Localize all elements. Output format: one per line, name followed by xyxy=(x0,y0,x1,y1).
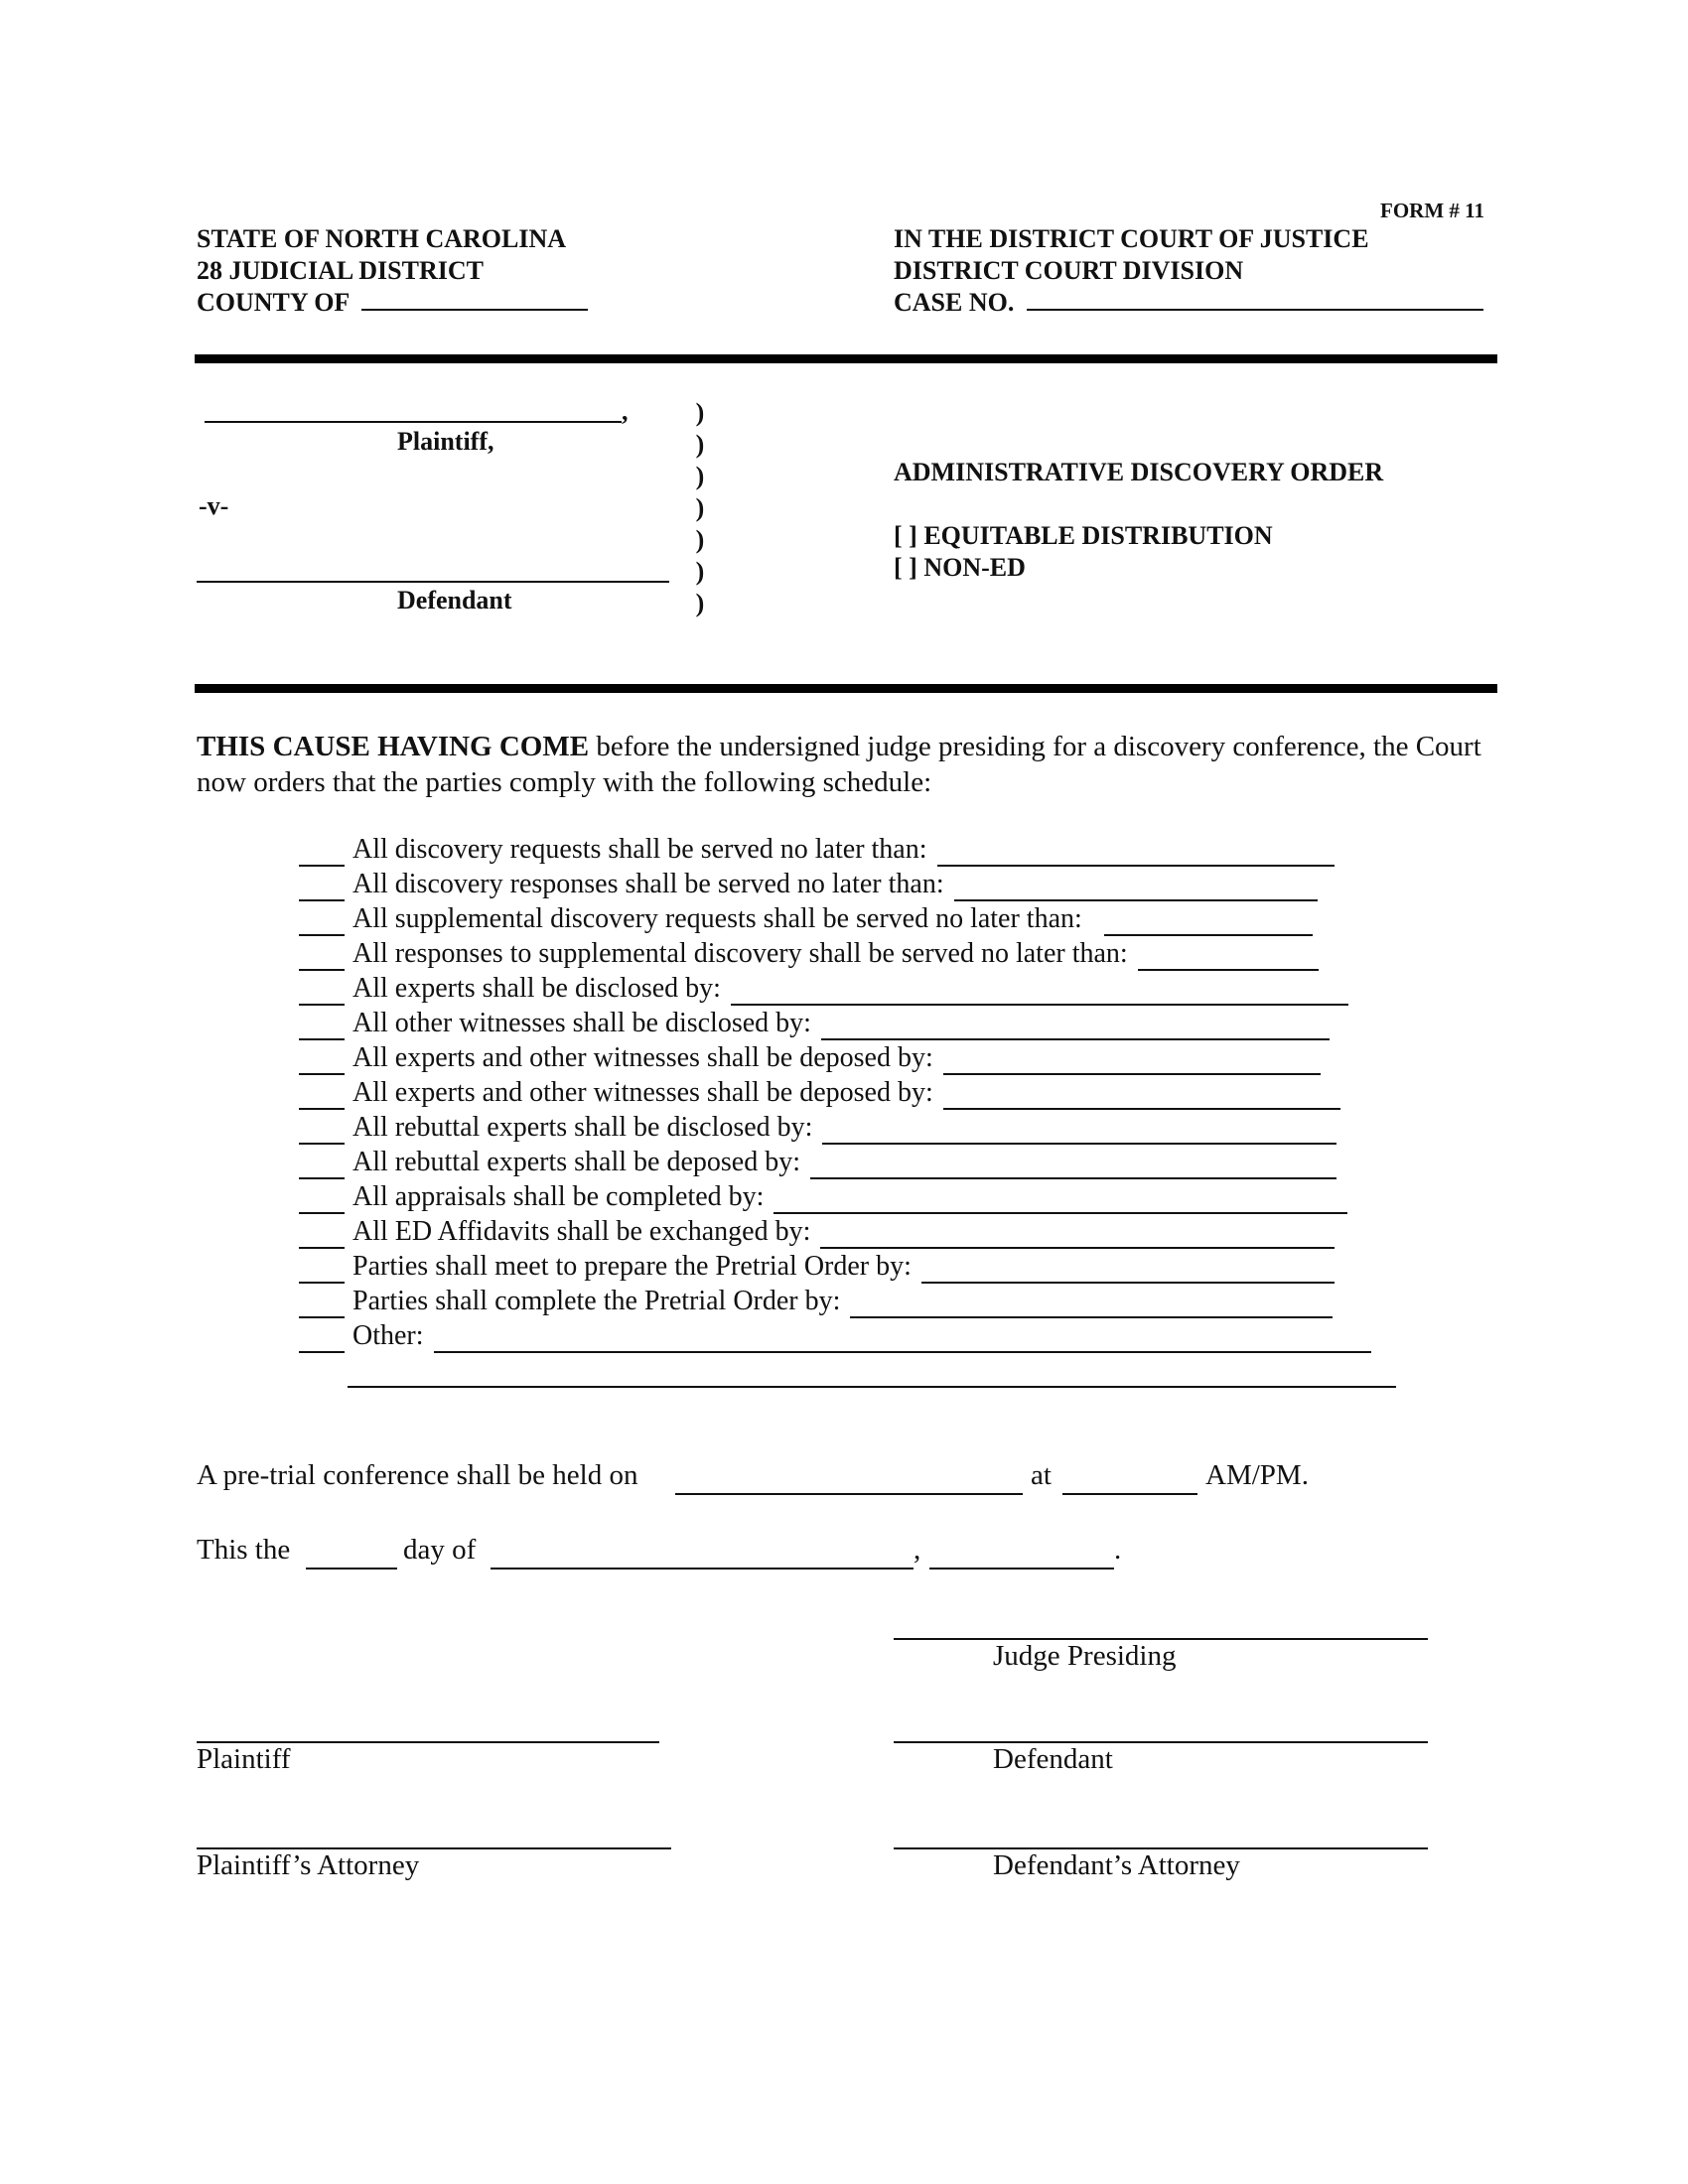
schedule-item xyxy=(299,936,1319,971)
item-check-blank[interactable] xyxy=(299,939,345,971)
header-case xyxy=(894,287,1483,319)
intro-paragraph xyxy=(197,729,1507,800)
item-date-field[interactable] xyxy=(921,1252,1335,1284)
item-label: All supplemental discovery requests shall be served no later than: xyxy=(352,903,1082,934)
item-label: All experts shall be disclosed by: xyxy=(352,973,721,1004)
item-label: All discovery responses shall be served no later than: xyxy=(352,869,944,899)
item-date-field[interactable] xyxy=(821,1009,1330,1040)
item-date-field[interactable] xyxy=(820,1217,1335,1249)
header-county xyxy=(197,287,588,319)
item-date-field[interactable] xyxy=(810,1148,1336,1179)
dated-comma: , xyxy=(914,1534,921,1566)
pretrial-time-field[interactable] xyxy=(1062,1493,1197,1495)
schedule-item xyxy=(299,1179,1347,1214)
caption-comma: , xyxy=(622,397,629,426)
schedule-item-other xyxy=(299,1318,1371,1353)
schedule-item xyxy=(299,1075,1340,1110)
pretrial-ampm: AM/PM. xyxy=(1205,1459,1309,1491)
item-check-blank[interactable] xyxy=(299,1321,345,1353)
item-date-field[interactable] xyxy=(954,870,1318,901)
schedule-item xyxy=(299,901,1313,936)
item-check-blank[interactable] xyxy=(299,1113,345,1145)
paren: ) xyxy=(695,589,705,617)
header-court: IN THE DISTRICT COURT OF JUSTICE xyxy=(894,224,1369,253)
plaintiff-signature-label: Plaintiff xyxy=(197,1743,291,1775)
item-label: All discovery requests shall be served no later than: xyxy=(352,834,927,865)
header-state: STATE OF NORTH CAROLINA xyxy=(197,224,567,253)
paren: ) xyxy=(695,430,705,459)
defendant-signature-line[interactable] xyxy=(894,1741,1428,1743)
defendant-signature-label: Defendant xyxy=(993,1743,1113,1775)
item-label: All experts and other witnesses shall be deposed by: xyxy=(352,1077,933,1108)
item-label: Other: xyxy=(352,1320,424,1351)
plaintiff-label: Plaintiff, xyxy=(397,427,494,456)
item-label: All responses to supplemental discovery shall be served no later than: xyxy=(352,938,1128,969)
pretrial-date-field[interactable] xyxy=(675,1493,1023,1495)
pretrial-at: at xyxy=(1031,1459,1052,1491)
case-label: CASE NO. xyxy=(894,288,1015,317)
case-number-field[interactable] xyxy=(1027,308,1483,311)
paren: ) xyxy=(695,525,705,554)
schedule-item xyxy=(299,1214,1335,1249)
schedule-item xyxy=(299,1284,1333,1318)
intro-rest: before the undersigned judge presiding for a discovery conference, the Court now orders that the parties comply with the following schedule: xyxy=(197,731,1481,798)
other-field[interactable] xyxy=(434,1321,1371,1353)
item-date-field[interactable] xyxy=(943,1043,1321,1075)
order-title: ADMINISTRATIVE DISCOVERY ORDER xyxy=(894,458,1384,486)
plaintiff-name-field[interactable] xyxy=(205,421,622,423)
item-check-blank[interactable] xyxy=(299,1217,345,1249)
item-check-blank[interactable] xyxy=(299,1009,345,1040)
item-label: Parties shall meet to prepare the Pretrial Order by: xyxy=(352,1251,912,1282)
item-date-field[interactable] xyxy=(1104,904,1313,936)
item-label: All rebuttal experts shall be disclosed by: xyxy=(352,1112,813,1143)
item-check-blank[interactable] xyxy=(299,835,345,867)
item-label: All ED Affidavits shall be exchanged by: xyxy=(352,1216,811,1247)
schedule-item xyxy=(299,971,1348,1006)
item-label: All rebuttal experts shall be deposed by: xyxy=(352,1147,800,1177)
month-field[interactable] xyxy=(491,1568,914,1570)
item-date-field[interactable] xyxy=(850,1287,1333,1318)
year-field[interactable] xyxy=(929,1568,1114,1570)
other-field-continued[interactable] xyxy=(348,1386,1396,1388)
schedule-item xyxy=(299,867,1318,901)
item-date-field[interactable] xyxy=(731,974,1348,1006)
item-date-field[interactable] xyxy=(1138,939,1319,971)
schedule-item xyxy=(299,1110,1336,1145)
form-number: FORM # 11 xyxy=(1380,199,1484,222)
item-check-blank[interactable] xyxy=(299,870,345,901)
schedule-item xyxy=(299,1040,1321,1075)
item-date-field[interactable] xyxy=(774,1182,1347,1214)
item-check-blank[interactable] xyxy=(299,1043,345,1075)
item-date-field[interactable] xyxy=(937,835,1335,867)
dated-this-the: This the xyxy=(197,1534,291,1566)
versus-label: -v- xyxy=(199,491,229,520)
header-division: DISTRICT COURT DIVISION xyxy=(894,256,1244,285)
item-date-field[interactable] xyxy=(822,1113,1336,1145)
paren: ) xyxy=(695,557,705,586)
dated-period: . xyxy=(1114,1534,1122,1566)
paren: ) xyxy=(695,493,705,522)
day-field[interactable] xyxy=(306,1568,397,1570)
judge-label: Judge Presiding xyxy=(993,1640,1177,1672)
item-date-field[interactable] xyxy=(943,1078,1340,1110)
defendant-name-field[interactable] xyxy=(197,581,669,583)
county-label: COUNTY OF xyxy=(197,288,350,317)
caption-divider xyxy=(195,684,1497,693)
item-check-blank[interactable] xyxy=(299,1182,345,1214)
item-label: Parties shall complete the Pretrial Order by: xyxy=(352,1286,841,1316)
dated-day-of: day of xyxy=(403,1534,477,1566)
pretrial-prefix: A pre-trial conference shall be held on xyxy=(197,1459,638,1491)
item-label: All appraisals shall be completed by: xyxy=(352,1181,765,1212)
caption-parentheses xyxy=(690,397,710,619)
item-check-blank[interactable] xyxy=(299,1078,345,1110)
option-non-ed[interactable]: [ ] NON-ED xyxy=(894,553,1026,582)
paren: ) xyxy=(695,398,705,427)
paren: ) xyxy=(695,462,705,490)
top-divider xyxy=(195,354,1497,363)
schedule-item xyxy=(299,1249,1335,1284)
schedule-item xyxy=(299,832,1335,867)
item-check-blank[interactable] xyxy=(299,1252,345,1284)
schedule-item xyxy=(299,1145,1336,1179)
intro-lead: THIS CAUSE HAVING COME xyxy=(197,731,590,762)
option-equitable-distribution[interactable]: [ ] EQUITABLE DISTRIBUTION xyxy=(894,521,1273,550)
defendant-label: Defendant xyxy=(397,586,512,614)
county-field[interactable] xyxy=(361,308,588,311)
item-check-blank[interactable] xyxy=(299,1148,345,1179)
item-check-blank[interactable] xyxy=(299,974,345,1006)
item-label: All experts and other witnesses shall be deposed by: xyxy=(352,1042,933,1073)
item-label: All other witnesses shall be disclosed by: xyxy=(352,1008,811,1038)
header-district: 28 JUDICIAL DISTRICT xyxy=(197,256,484,285)
schedule-item xyxy=(299,1006,1330,1040)
plaintiff-attorney-label: Plaintiff’s Attorney xyxy=(197,1849,420,1881)
defendant-attorney-label: Defendant’s Attorney xyxy=(993,1849,1240,1881)
item-check-blank[interactable] xyxy=(299,904,345,936)
item-check-blank[interactable] xyxy=(299,1287,345,1318)
